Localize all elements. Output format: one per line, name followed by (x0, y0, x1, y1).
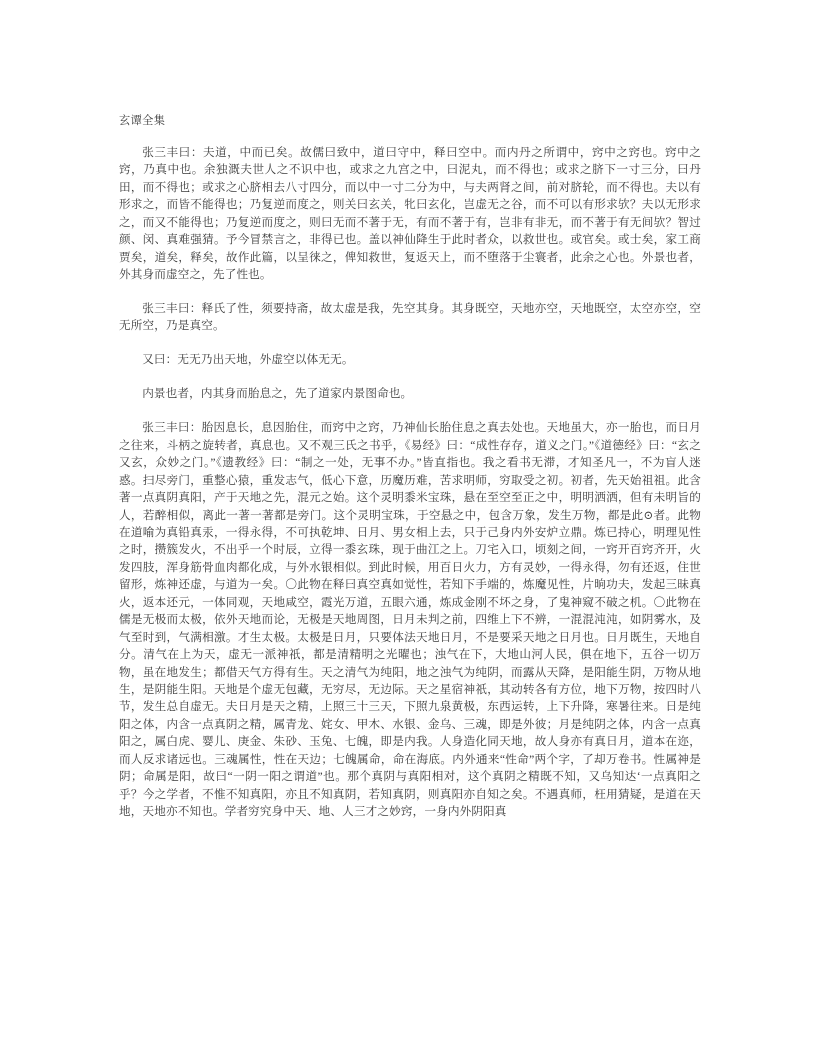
paragraph-4: 内景也者，内其身而胎息之，先了道家内景图命也。 (142, 387, 413, 401)
paragraph-5: 张三丰曰：胎因息长，息因胎住，而窍中之窍，乃神仙长胎住息之真去处也。天地虽大，亦一胎也，而日月之往来，斗柄之旋转者，真息也。又不观三氏之书乎，《易经》曰：“成性存存，道义之门。”《道德经》曰：“玄之又玄，众妙之门。”《遗教经》曰：“制之一处，无事不办。”皆直指也。我之看书无滞，才知圣凡一，不为盲人迷惑。扫尽旁门，重整心猿，重发志气，低心下意，历魔历难，苦求明师，穷取受之初。初者，先天始祖祖。此含著一点真阴真阳，产于天地之先，混元之始。这个灵明黍米宝珠，悬在至空至正之中，明明洒洒，但有未明旨的人，若醉相似，离此一著一著都是旁门。这个灵明宝珠，于空悬之中，包含万象，发生万物，都是此⊙者。此物在道喻为真铅真汞，一得永得，不可执乾坤、日月、男女相上去，只于己身内外安炉立鼎。炼已持心，明理见性之时，攒簇发火，不出乎一个时辰，立得一黍玄珠，现于曲江之上。刀宅入口，顷刻之间，一窍开百窍齐开，火发四肢，浑身筋骨血肉都化成，与外水银相似。到此时候，用百日火力，方有灵妙，一得永得，勿有还返，住世留形，炼神还虚，与道为一矣。〇此物在释曰真空真如觉性，若知下手端的，炼魔见性，片晌功夫，发起三昧真火，返本还元，一体同观，天地咸空，霞光万道，五眼六通，炼成金刚不坏之身，了鬼神窥不破之机。〇此物在儒是无极而太极，依外天地而论，无极是天地周图，日月未判之前，四维上下不辨，一混混沌沌，如阴雾水，及气至时到，气满相激。才生太极。太极是日月，只要体法天地日月，不是要采天地之日月也。日月既生，天地自分。清气在上为天，虚无一派神祇，都是清精明之光曜也；浊气在下，大地山河人民，俱在地下，五谷一切万物，虽在地发生；都借天气方得有生。天之清气为纯阳，地之浊气为纯阴，而露从天降，是阳能生阴，万物从地生，是阴能生阳。天地是个虚无包藏，无穷尽，无边际。天之星宿神祇，其动转各有方位，地下万物，按四时八节，发生总自虚无。夫日月是天之精，上照三十三天，下照九泉黄极，东西运转，上下升降，寒暑往来。日是纯阳之体，内含一点真阴之精，属青龙、姹女、甲木、水银、金乌、三魂，即是外彼；月是纯阴之体，内含一点真阳之，属白虎、婴儿、庚金、朱砂、玉兔、七魄，即是内我。人身造化同天地，故人身亦有真日月，道本在迩，而人反求诸远也。三魂属性，性在天边；七魄属命，命在海底。内外通来“性命”两个字，了却万卷书。性属神是阴；命属是阳，故曰“一阴一阳之谓道”也。那个真阴与真阳相对，这个真阴之精既不知，又乌知达‘一点真阳之乎？今之学者，不惟不知真阳，亦且不知真阴，若知真阴，则真阳亦自知之矣。不遇真师，枉用猜疑，是道在天地，天地亦不知也。学者穷究身中天、地、人三才之妙窍，一身内外阴阳真 (119, 421, 701, 819)
paragraph-1: 张三丰曰：夫道，中而已矣。故儒曰致中，道曰守中，释曰空中。而内丹之所谓中，窍中之窍也。窍中之窍，乃真中也。余独溉夫世人之不识中也，或求之九宫之中，曰泥丸，而不得也；或求之脐下一寸三分，曰丹田，而不得也；或求之心脐相去八寸四分，而以中一寸二分为中，与夫两肾之间，前对脐轮，而不得也。夫以有形求之，而皆不能得也；乃复逆而度之，则关曰玄关，牝曰玄化，岂虚无之谷，而不可以有形求欤？夫以无形求之，而又不能得也；乃复逆而度之，则曰无而不著于无，有而不著于有，岂非有非无，而不著于有无间欤？智过颜、闵、真难强猜。予今冒禁言之，非得已也。盖以神仙降生于此时者众，以救世也。或官矣。或士矣，家工商贾矣，道矣，释矣，故作此篇，以呈徕之，俾知救世，复返天上，而不堕落于尘寰者，此余之心也。外景也者，外其身而虚空之，先了性也。 (119, 145, 701, 281)
document-header-title: 玄谭全集 (119, 115, 166, 127)
paragraph-2: 张三丰曰：释氏了性，须要持斋，故太虚是我，先空其身。其身既空，天地亦空，天地既空，太空亦空，空无所空，乃是真空。 (119, 301, 701, 333)
document-text-column (119, 113, 701, 821)
paragraph-3: 又曰：无无乃出天地，外虚空以体无无。 (142, 353, 354, 367)
